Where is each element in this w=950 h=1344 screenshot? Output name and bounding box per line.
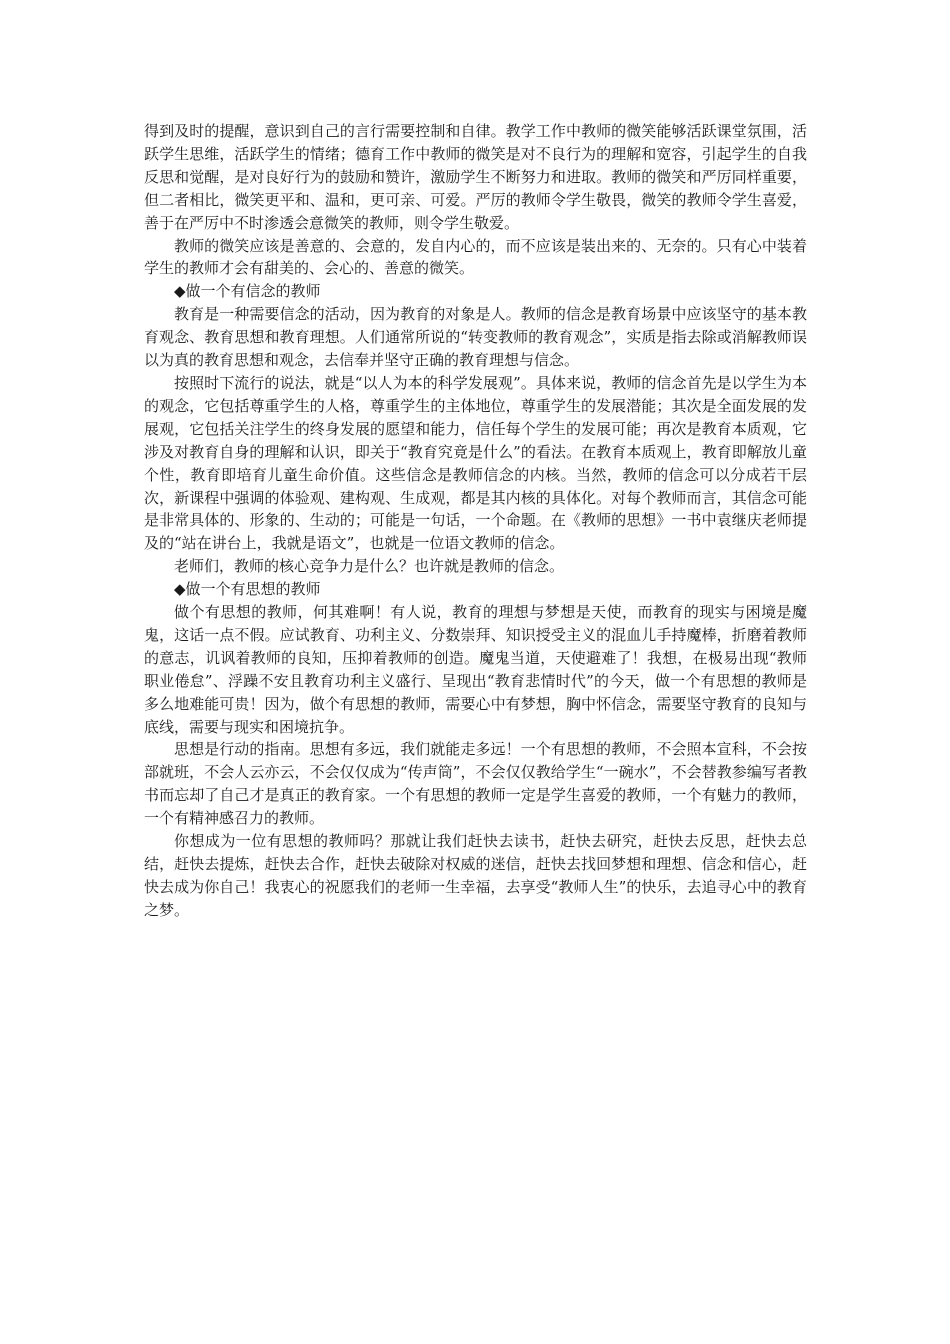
paragraph-4: 按照时下流行的说法，就是“以人为本的科学发展观”。具体来说，教师的信念首先是以学生为本的观念，它包括尊重学生的人格，尊重学生的主体地位，尊重学生的发展潜能；其次是全面发展的发展观，它包括关注学生的终身发展的愿望和能力，信任每个学生的发展可能；再次是教育本质观，它涉及对教育自身的理解和认识，即关于“教育究竟是什么”的看法。在教育本质观上，教育即解放儿童个性，教育即培育儿童生命价值。这些信念是教师信念的内核。当然，教师的信念可以分成若干层次，新课程中强调的体验观、建构观、生成观，都是其内核的具体化。对每个教师而言，其信念可能是非常具体的、形象的、生动的；可能是一句话，一个命题。在《教师的思想》一书中袁继庆老师提及的“站在讲台上，我就是语文”，也就是一位语文教师的信念。 [144, 373, 807, 553]
paragraph-1: 得到及时的提醒，意识到自己的言行需要控制和自律。教学工作中教师的微笑能够活跃课堂氛围，活跃学生思维，活跃学生的情绪；德育工作中教师的微笑是对不良行为的理解和宽容，引起学生的自我反思和觉醒，是对良好行为的鼓励和赞许，激励学生不断努力和进取。教师的微笑和严厉同样重要，但二者相比，微笑更平和、温和，更可亲、可爱。严厉的教师令学生敬畏，微笑的教师令学生喜爱，善于在严厉中不时渗透会意微笑的教师，则令学生敬爱。 [144, 122, 807, 232]
paragraph-2: 教师的微笑应该是善意的、会意的，发自内心的，而不应该是装出来的、无奈的。只有心中装着学生的教师才会有甜美的、会心的、善意的微笑。 [144, 236, 807, 278]
section-heading-thought: ◆做一个有思想的教师 [174, 580, 321, 599]
paragraph-7: 思想是行动的指南。思想有多远，我们就能走多远！一个有思想的教师，不会照本宣科，不会按部就班，不会人云亦云，不会仅仅成为“传声筒”，不会仅仅教给学生“一碗水”，不会替教参编写者教书而忘却了自己才是真正的教育家。一个有思想的教师一定是学生喜爱的教师，一个有魅力的教师，一个有精神感召力的教师。 [144, 740, 807, 828]
paragraph-8: 你想成为一位有思想的教师吗？那就让我们赶快去读书，赶快去研究，赶快去反思，赶快去总结，赶快去提炼，赶快去合作，赶快去破除对权威的迷信，赶快去找回梦想和理想、信念和信心，赶快去成为你自己！我衷心的祝愿我们的老师一生幸福，去享受“教师人生”的快乐，去追寻心中的教育之梦。 [144, 832, 807, 919]
paragraph-5: 老师们，教师的核心竞争力是什么？也许就是教师的信念。 [174, 557, 565, 576]
document-page [144, 120, 807, 922]
paragraph-6: 做个有思想的教师，何其难啊！有人说，教育的理想与梦想是天使，而教育的现实与困境是魔鬼，这话一点不假。应试教育、功利主义、分数崇拜、知识授受主义的混血儿手持魔棒，折磨着教师的意志，讥讽着教师的良知，压抑着教师的创造。魔鬼当道，天使避难了！我想，在极易出现“教师职业倦怠”、浮躁不安且教育功利主义盛行、呈现出“教育悲情时代”的今天，做一个有思想的教师是多么地难能可贵！因为，做个有思想的教师，需要心中有梦想，胸中怀信念，需要坚守教育的良知与底线，需要与现实和困境抗争。 [144, 603, 807, 736]
paragraph-3: 教育是一种需要信念的活动，因为教育的对象是人。教师的信念是教育场景中应该坚守的基本教育观念、教育思想和教育理想。人们通常所说的“转变教师的教育观念”，实质是指去除或消解教师误以为真的教育思想和观念，去信奉并坚守正确的教育理想与信念。 [144, 305, 807, 370]
section-heading-belief: ◆做一个有信念的教师 [174, 282, 321, 301]
